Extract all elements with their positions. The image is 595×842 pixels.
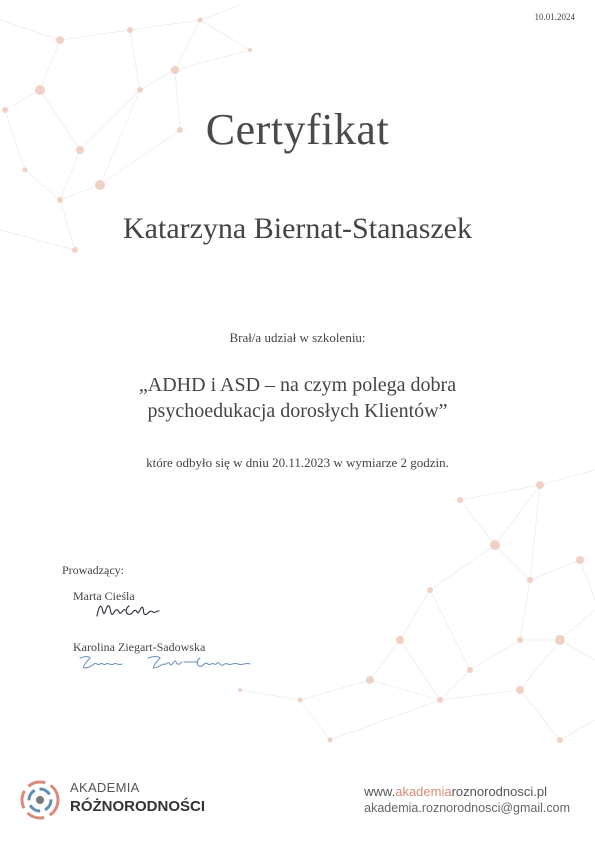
logo-text-line2: RÓŻNORODNOŚCI [70, 798, 205, 815]
brain-logo-icon [18, 778, 62, 822]
training-title-line2: psychoedukacja dorosłych Klientów” [147, 400, 448, 422]
contact-info [364, 784, 570, 815]
logo-text-line1: AKADEMIA [70, 780, 140, 795]
issue-date: 10.01.2024 [534, 12, 575, 22]
website-suffix: .pl [533, 784, 547, 799]
leader-name-1: Marta Cieśla [73, 589, 135, 603]
website-accent: akademia [395, 784, 452, 799]
recipient-name: Katarzyna Biernat-Stanaszek [123, 212, 472, 245]
training-title-line1: „ADHD i ASD – na czym polega dobra [138, 374, 457, 396]
website-url [364, 784, 547, 799]
signature-2 [78, 650, 268, 674]
training-details: które odbyło się w dniu 20.11.2023 w wymiarze 2 godzin. [146, 455, 449, 470]
academy-logo [18, 778, 205, 828]
leader-name-2: Karolina Ziegart-Sadowska [73, 640, 206, 654]
leaders-label: Prowadzący: [62, 563, 124, 577]
attended-label: Brał/a udział w szkoleniu: [229, 330, 366, 345]
signature-1 [95, 598, 175, 622]
website-prefix: www. [364, 784, 396, 799]
training-title [0, 372, 595, 424]
website-mid: roznorodnosci [451, 784, 534, 799]
certificate-title: Certyfikat [205, 105, 390, 154]
email-address: akademia.roznorodnosci@gmail.com [364, 801, 570, 815]
